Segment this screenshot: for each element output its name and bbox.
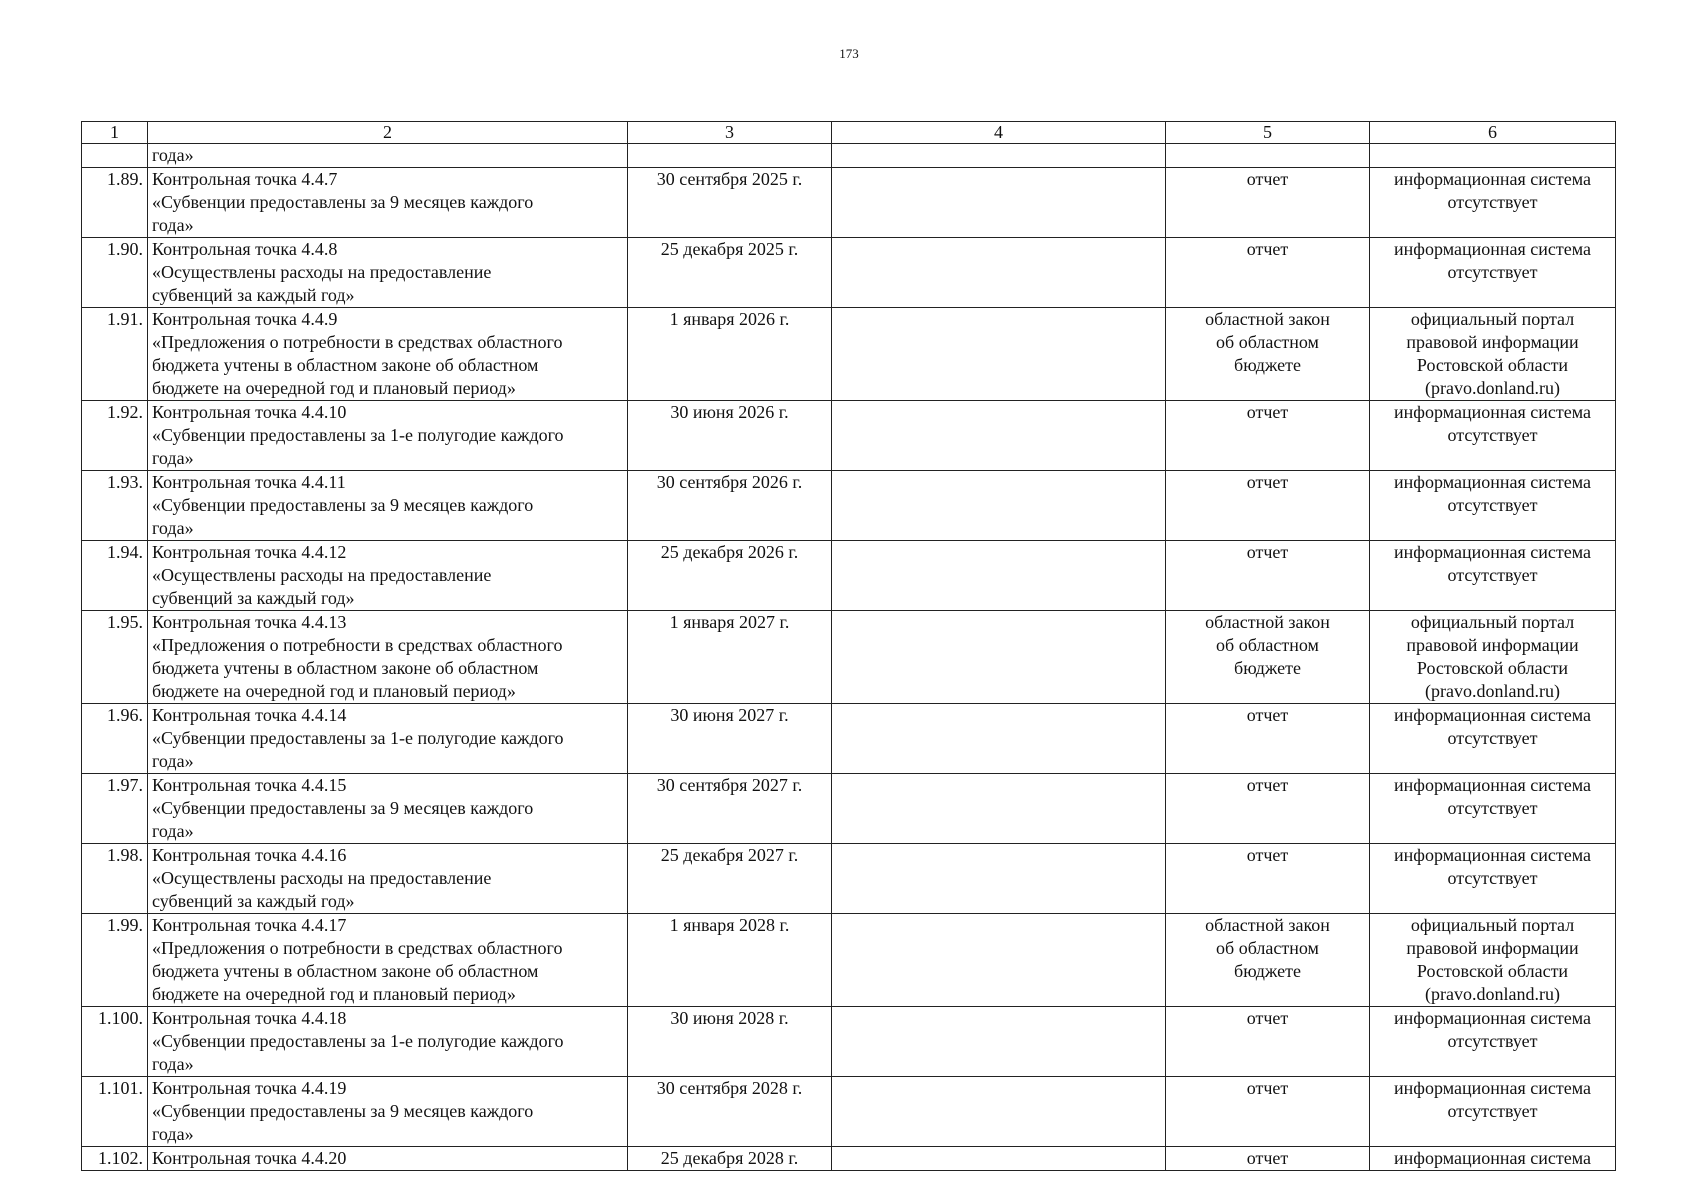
control-point-description-line: года»: [152, 751, 194, 771]
document-type-line: об областном: [1216, 938, 1319, 958]
information-source-line: официальный портал: [1410, 915, 1575, 935]
row-description: [148, 844, 628, 914]
row-document-type: [1166, 704, 1370, 774]
document-type-line: бюджете: [1234, 658, 1301, 678]
control-point-title: Контрольная точка 4.4.20: [152, 1148, 347, 1168]
document-type-line: отчет: [1246, 1008, 1289, 1028]
information-source-line: отсутствует: [1447, 798, 1538, 818]
row-deadline-date: 30 июня 2028 г.: [628, 1007, 832, 1077]
row-description: [148, 541, 628, 611]
control-point-description-line: года»: [152, 215, 194, 235]
row-deadline-date: 30 июня 2026 г.: [628, 401, 832, 471]
continuation-responsible-cell: [832, 144, 1166, 168]
control-point-description-line: бюджете на очередной год и плановый период»: [152, 378, 516, 398]
information-source-line: информационная система: [1394, 1148, 1591, 1168]
row-information-source: [1370, 774, 1616, 844]
control-point-description-line: года»: [152, 1124, 194, 1144]
column-header-4: 4: [832, 122, 1166, 144]
control-point-title: Контрольная точка 4.4.10: [152, 402, 347, 422]
control-point-description-line: «Предложения о потребности в средствах областного: [152, 635, 563, 655]
row-description: [148, 914, 628, 1007]
table-row: [82, 1077, 1616, 1147]
row-responsible-cell: [832, 541, 1166, 611]
document-type-line: отчет: [1246, 775, 1289, 795]
row-responsible-cell: [832, 774, 1166, 844]
control-point-title: Контрольная точка 4.4.16: [152, 845, 347, 865]
row-responsible-cell: [832, 1147, 1166, 1171]
row-number: 1.90.: [82, 238, 148, 308]
row-document-type: [1166, 844, 1370, 914]
table-row: [82, 308, 1616, 401]
document-type-line: отчет: [1246, 1148, 1289, 1168]
page-number: 173: [839, 46, 859, 61]
information-source-line: отсутствует: [1447, 192, 1538, 212]
row-description: [148, 1147, 628, 1171]
document-type-line: об областном: [1216, 635, 1319, 655]
row-information-source: [1370, 238, 1616, 308]
row-responsible-cell: [832, 844, 1166, 914]
row-responsible-cell: [832, 704, 1166, 774]
row-information-source: [1370, 844, 1616, 914]
row-deadline-date: 30 сентября 2026 г.: [628, 471, 832, 541]
control-point-title: Контрольная точка 4.4.18: [152, 1008, 347, 1028]
row-responsible-cell: [832, 914, 1166, 1007]
row-description: [148, 611, 628, 704]
row-responsible-cell: [832, 308, 1166, 401]
row-information-source: [1370, 914, 1616, 1007]
row-responsible-cell: [832, 168, 1166, 238]
control-point-title: Контрольная точка 4.4.13: [152, 612, 347, 632]
control-point-description-line: бюджета учтены в областном законе об областном: [152, 658, 539, 678]
continuation-num-cell: [82, 144, 148, 168]
document-type-line: об областном: [1216, 332, 1319, 352]
document-type-line: отчет: [1246, 705, 1289, 725]
information-source-line: отсутствует: [1447, 565, 1538, 585]
information-source-line: отсутствует: [1447, 728, 1538, 748]
control-point-description-line: субвенций за каждый год»: [152, 285, 355, 305]
control-point-description-line: «Предложения о потребности в средствах областного: [152, 332, 563, 352]
column-header-2: 2: [148, 122, 628, 144]
row-document-type: [1166, 471, 1370, 541]
table-row: [82, 471, 1616, 541]
table-row: [82, 774, 1616, 844]
row-description: [148, 308, 628, 401]
document-type-line: областной закон: [1205, 309, 1330, 329]
row-description: [148, 471, 628, 541]
information-source-line: информационная система: [1394, 169, 1591, 189]
table-row: [82, 168, 1616, 238]
row-number: 1.95.: [82, 611, 148, 704]
document-type-line: отчет: [1246, 472, 1289, 492]
row-information-source: [1370, 1077, 1616, 1147]
control-point-description-line: бюджете на очередной год и плановый период»: [152, 984, 516, 1004]
document-type-line: областной закон: [1205, 915, 1330, 935]
row-description: [148, 238, 628, 308]
control-point-description-line: субвенций за каждый год»: [152, 588, 355, 608]
row-information-source: [1370, 704, 1616, 774]
control-point-description-line: бюджете на очередной год и плановый период»: [152, 681, 516, 701]
row-number: 1.99.: [82, 914, 148, 1007]
table-row: [82, 401, 1616, 471]
control-point-description-line: «Субвенции предоставлены за 9 месяцев каждого: [152, 1101, 534, 1121]
information-source-line: информационная система: [1394, 705, 1591, 725]
row-information-source: [1370, 1147, 1616, 1171]
row-number: 1.92.: [82, 401, 148, 471]
row-deadline-date: 30 сентября 2025 г.: [628, 168, 832, 238]
row-document-type: [1166, 168, 1370, 238]
control-point-description-line: субвенций за каждый год»: [152, 891, 355, 911]
row-number: 1.102.: [82, 1147, 148, 1171]
row-description: [148, 704, 628, 774]
row-deadline-date: 25 декабря 2028 г.: [628, 1147, 832, 1171]
table-row: [82, 611, 1616, 704]
document-type-line: бюджете: [1234, 961, 1301, 981]
table-row: [82, 1147, 1616, 1171]
row-document-type: [1166, 774, 1370, 844]
row-deadline-date: 30 июня 2027 г.: [628, 704, 832, 774]
row-number: 1.91.: [82, 308, 148, 401]
document-type-line: отчет: [1246, 542, 1289, 562]
table-row: [82, 704, 1616, 774]
row-deadline-date: 30 сентября 2027 г.: [628, 774, 832, 844]
table-row: [82, 541, 1616, 611]
control-point-description-line: года»: [152, 518, 194, 538]
row-information-source: [1370, 308, 1616, 401]
column-header-1: 1: [82, 122, 148, 144]
table-row: [82, 844, 1616, 914]
row-deadline-date: 25 декабря 2025 г.: [628, 238, 832, 308]
row-document-type: [1166, 1007, 1370, 1077]
row-document-type: [1166, 1077, 1370, 1147]
row-number: 1.89.: [82, 168, 148, 238]
row-number: 1.100.: [82, 1007, 148, 1077]
row-document-type: [1166, 401, 1370, 471]
row-document-type: [1166, 541, 1370, 611]
control-point-description-line: года»: [152, 1054, 194, 1074]
row-number: 1.101.: [82, 1077, 148, 1147]
control-point-description-line: «Осуществлены расходы на предоставление: [152, 262, 492, 282]
information-source-line: информационная система: [1394, 472, 1591, 492]
continuation-doc-cell: [1166, 144, 1370, 168]
row-number: 1.93.: [82, 471, 148, 541]
control-point-description-line: года»: [152, 821, 194, 841]
table-row: [82, 1007, 1616, 1077]
document-type-line: отчет: [1246, 239, 1289, 259]
information-source-line: информационная система: [1394, 1078, 1591, 1098]
row-information-source: [1370, 401, 1616, 471]
information-source-line: информационная система: [1394, 239, 1591, 259]
row-number: 1.97.: [82, 774, 148, 844]
document-type-line: отчет: [1246, 169, 1289, 189]
information-source-line: правовой информации: [1406, 938, 1579, 958]
row-deadline-date: 1 января 2027 г.: [628, 611, 832, 704]
row-responsible-cell: [832, 1007, 1166, 1077]
control-point-title: Контрольная точка 4.4.9: [152, 309, 338, 329]
information-source-line: (pravo.donland.ru): [1425, 681, 1560, 701]
row-information-source: [1370, 541, 1616, 611]
row-responsible-cell: [832, 471, 1166, 541]
row-description: [148, 774, 628, 844]
row-number: 1.96.: [82, 704, 148, 774]
table-header-row: [82, 122, 1616, 144]
information-source-line: информационная система: [1394, 1008, 1591, 1028]
control-point-description-line: «Субвенции предоставлены за 1-е полугодие каждого: [152, 728, 564, 748]
document-type-line: областной закон: [1205, 612, 1330, 632]
information-source-line: правовой информации: [1406, 332, 1579, 352]
row-information-source: [1370, 168, 1616, 238]
information-source-line: отсутствует: [1447, 1031, 1538, 1051]
information-source-line: информационная система: [1394, 542, 1591, 562]
information-source-line: отсутствует: [1447, 262, 1538, 282]
control-point-title: Контрольная точка 4.4.14: [152, 705, 347, 725]
information-source-line: информационная система: [1394, 775, 1591, 795]
control-point-description-line: бюджета учтены в областном законе об областном: [152, 355, 539, 375]
control-point-title: Контрольная точка 4.4.17: [152, 915, 347, 935]
row-responsible-cell: [832, 238, 1166, 308]
control-point-title: Контрольная точка 4.4.8: [152, 239, 338, 259]
row-responsible-cell: [832, 1077, 1166, 1147]
row-number: 1.98.: [82, 844, 148, 914]
row-deadline-date: 25 декабря 2026 г.: [628, 541, 832, 611]
row-description: [148, 1007, 628, 1077]
information-source-line: Ростовской области: [1416, 961, 1569, 981]
row-number: 1.94.: [82, 541, 148, 611]
row-document-type: [1166, 611, 1370, 704]
row-description: [148, 168, 628, 238]
information-source-line: официальный портал: [1410, 612, 1575, 632]
continuation-date-cell: [628, 144, 832, 168]
document-type-line: бюджете: [1234, 355, 1301, 375]
row-information-source: [1370, 1007, 1616, 1077]
row-information-source: [1370, 471, 1616, 541]
information-source-line: отсутствует: [1447, 1101, 1538, 1121]
information-source-line: Ростовской области: [1416, 355, 1569, 375]
row-information-source: [1370, 611, 1616, 704]
table-row: [82, 914, 1616, 1007]
control-point-description-line: «Субвенции предоставлены за 9 месяцев каждого: [152, 192, 534, 212]
control-point-description-line: «Субвенции предоставлены за 1-е полугодие каждого: [152, 425, 564, 445]
row-deadline-date: 30 сентября 2028 г.: [628, 1077, 832, 1147]
document-type-line: отчет: [1246, 1078, 1289, 1098]
row-document-type: [1166, 308, 1370, 401]
row-document-type: [1166, 914, 1370, 1007]
row-responsible-cell: [832, 611, 1166, 704]
control-point-description-line: «Осуществлены расходы на предоставление: [152, 868, 492, 888]
control-point-title: Контрольная точка 4.4.12: [152, 542, 347, 562]
row-deadline-date: 25 декабря 2027 г.: [628, 844, 832, 914]
control-point-title: Контрольная точка 4.4.11: [152, 472, 346, 492]
document-type-line: отчет: [1246, 845, 1289, 865]
information-source-line: отсутствует: [1447, 868, 1538, 888]
information-source-line: отсутствует: [1447, 425, 1538, 445]
row-deadline-date: 1 января 2028 г.: [628, 914, 832, 1007]
continuation-source-cell: [1370, 144, 1616, 168]
information-source-line: правовой информации: [1406, 635, 1579, 655]
control-point-description-line: «Предложения о потребности в средствах областного: [152, 938, 563, 958]
control-point-description-line: «Субвенции предоставлены за 9 месяцев каждого: [152, 495, 534, 515]
column-header-6: 6: [1370, 122, 1616, 144]
column-header-5: 5: [1166, 122, 1370, 144]
row-document-type: [1166, 238, 1370, 308]
document-type-line: отчет: [1246, 402, 1289, 422]
information-source-line: отсутствует: [1447, 495, 1538, 515]
table-row: [82, 238, 1616, 308]
information-source-line: Ростовской области: [1416, 658, 1569, 678]
continuation-row: [82, 144, 1616, 168]
control-point-title: Контрольная точка 4.4.15: [152, 775, 347, 795]
row-document-type: [1166, 1147, 1370, 1171]
row-deadline-date: 1 января 2026 г.: [628, 308, 832, 401]
continuation-description: года»: [148, 144, 628, 168]
control-point-title: Контрольная точка 4.4.7: [152, 169, 338, 189]
column-header-3: 3: [628, 122, 832, 144]
control-point-title: Контрольная точка 4.4.19: [152, 1078, 347, 1098]
control-point-description-line: «Осуществлены расходы на предоставление: [152, 565, 492, 585]
information-source-line: официальный портал: [1410, 309, 1575, 329]
information-source-line: (pravo.donland.ru): [1425, 984, 1560, 1004]
information-source-line: информационная система: [1394, 845, 1591, 865]
control-point-description-line: бюджета учтены в областном законе об областном: [152, 961, 539, 981]
control-point-description-line: года»: [152, 448, 194, 468]
control-points-table: [81, 121, 1616, 1171]
information-source-line: (pravo.donland.ru): [1425, 378, 1560, 398]
control-point-description-line: «Субвенции предоставлены за 1-е полугодие каждого: [152, 1031, 564, 1051]
information-source-line: информационная система: [1394, 402, 1591, 422]
row-description: [148, 401, 628, 471]
row-responsible-cell: [832, 401, 1166, 471]
row-description: [148, 1077, 628, 1147]
control-point-description-line: «Субвенции предоставлены за 9 месяцев каждого: [152, 798, 534, 818]
